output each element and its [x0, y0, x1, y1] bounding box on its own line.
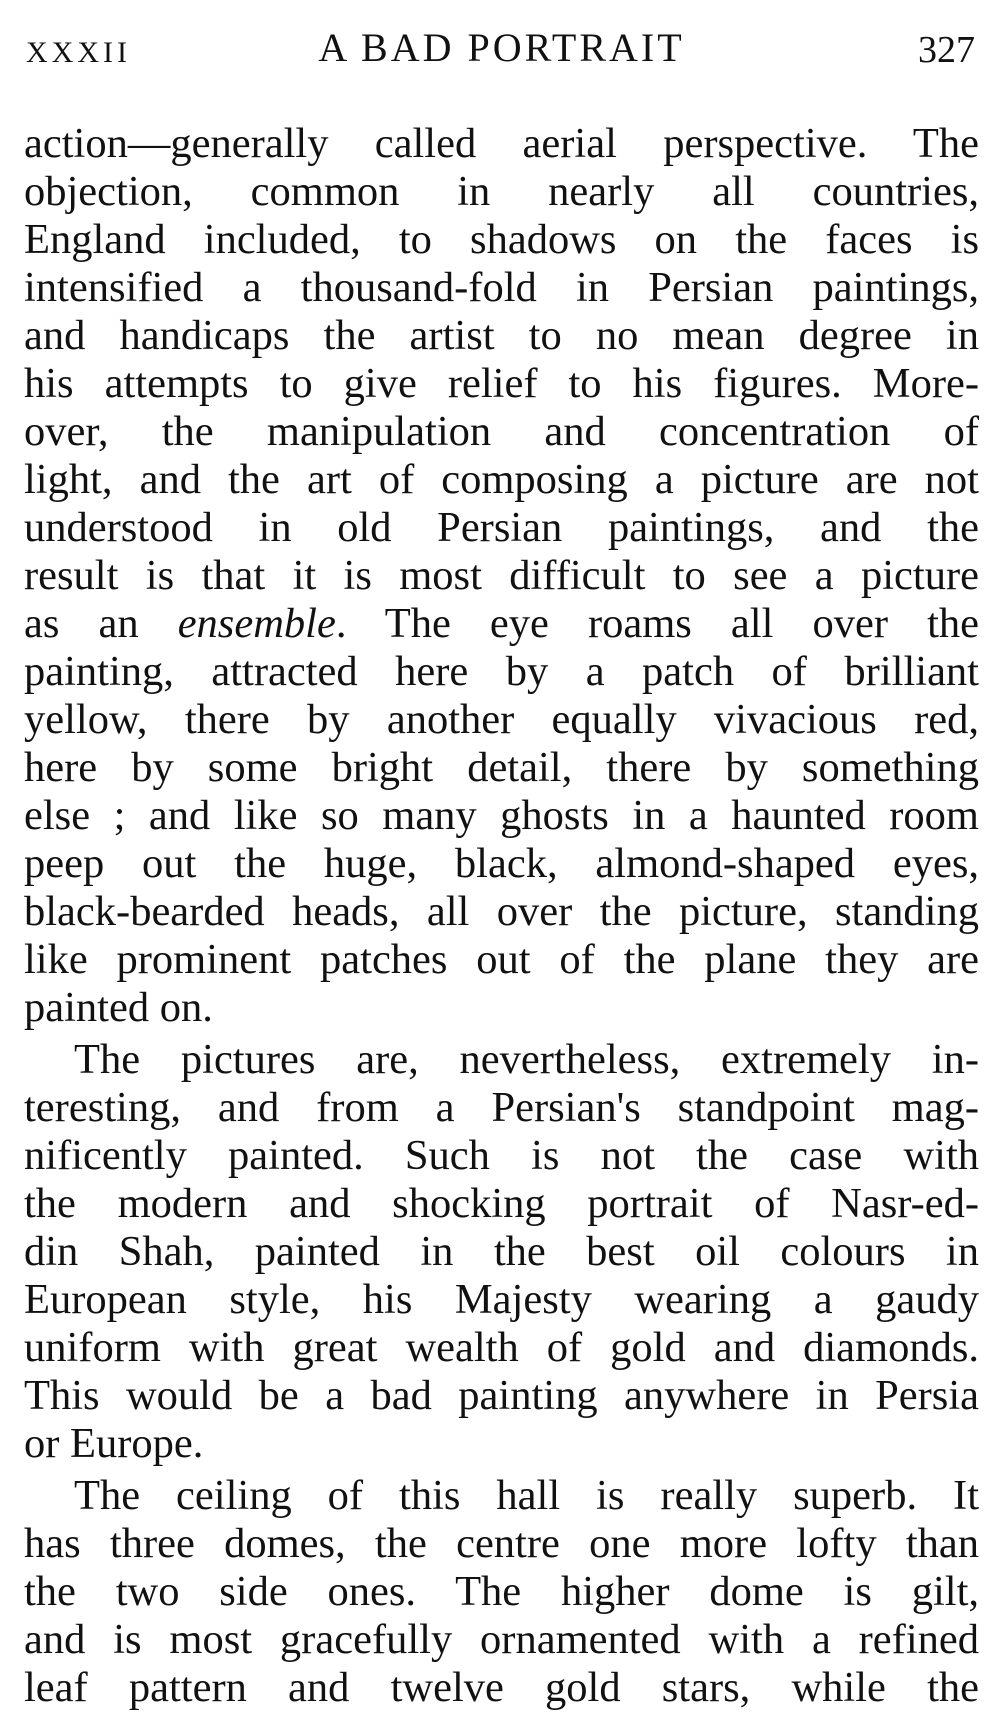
text-line: England included, to shadows on the faces is	[24, 216, 979, 263]
text-line: nificently painted. Such is not the case with	[24, 1132, 979, 1179]
text-line: over, the manipulation and concentration of	[24, 408, 979, 455]
text-line: has three domes, the centre one more lofty than	[24, 1520, 979, 1567]
text-line: teresting, and from a Persian's standpoint mag-	[24, 1084, 979, 1131]
text-line: and handicaps the artist to no mean degree in	[24, 312, 979, 359]
text-line: This would be a bad painting anywhere in Persia	[24, 1372, 979, 1419]
text-line: intensified a thousand-fold in Persian paintings,	[24, 264, 979, 311]
text-line: The pictures are, nevertheless, extremely in-	[74, 1036, 979, 1083]
text-line: painting, attracted here by a patch of brilliant	[24, 648, 979, 695]
text-line-with-italic: as an ensemble. The eye roams all over the	[24, 600, 979, 647]
body-text	[24, 120, 979, 1712]
text-line: else ; and like so many ghosts in a haunted room	[24, 792, 979, 839]
text-line: The ceiling of this hall is really superb. It	[74, 1472, 979, 1519]
text-line: black-bearded heads, all over the picture, standing	[24, 888, 979, 935]
text-line: understood in old Persian paintings, and the	[24, 504, 979, 551]
text-line: result is that it is most difficult to see a picture	[24, 552, 979, 599]
text-line: the modern and shocking portrait of Nasr-ed-	[24, 1180, 979, 1227]
text-line: or Europe.	[24, 1420, 204, 1467]
page-number: 327	[918, 29, 975, 71]
text-line: objection, common in nearly all countries,	[24, 168, 979, 215]
text-line: yellow, there by another equally vivacious red,	[24, 696, 979, 743]
text-line: the two side ones. The higher dome is gilt,	[24, 1568, 979, 1615]
running-title: A BAD PORTRAIT	[318, 25, 685, 70]
text-line: light, and the art of composing a picture are not	[24, 456, 979, 503]
text-line: here by some bright detail, there by something	[24, 744, 979, 791]
paragraph-2	[24, 1036, 979, 1468]
paragraph-1	[24, 120, 979, 1032]
text-line: peep out the huge, black, almond-shaped eyes,	[24, 840, 979, 887]
text-line: and is most gracefully ornamented with a refined	[24, 1616, 979, 1663]
text-line: din Shah, painted in the best oil colours in	[24, 1228, 979, 1275]
text-line: like prominent patches out of the plane they are	[24, 936, 979, 983]
text-line: uniform with great wealth of gold and diamonds.	[24, 1324, 979, 1371]
running-header	[24, 18, 979, 82]
chapter-number: XXXII	[26, 36, 131, 69]
text-line: leaf pattern and twelve gold stars, while the	[24, 1664, 979, 1711]
text-line: painted on.	[24, 984, 213, 1031]
text-line: European style, his Majesty wearing a gaudy	[24, 1276, 979, 1323]
italic-term: ensemble	[177, 600, 336, 647]
text-line: his attempts to give relief to his figures. More-	[24, 360, 979, 407]
paragraph-3	[24, 1472, 979, 1712]
book-page	[24, 18, 979, 1712]
text-line: action—generally called aerial perspective. The	[24, 120, 979, 167]
